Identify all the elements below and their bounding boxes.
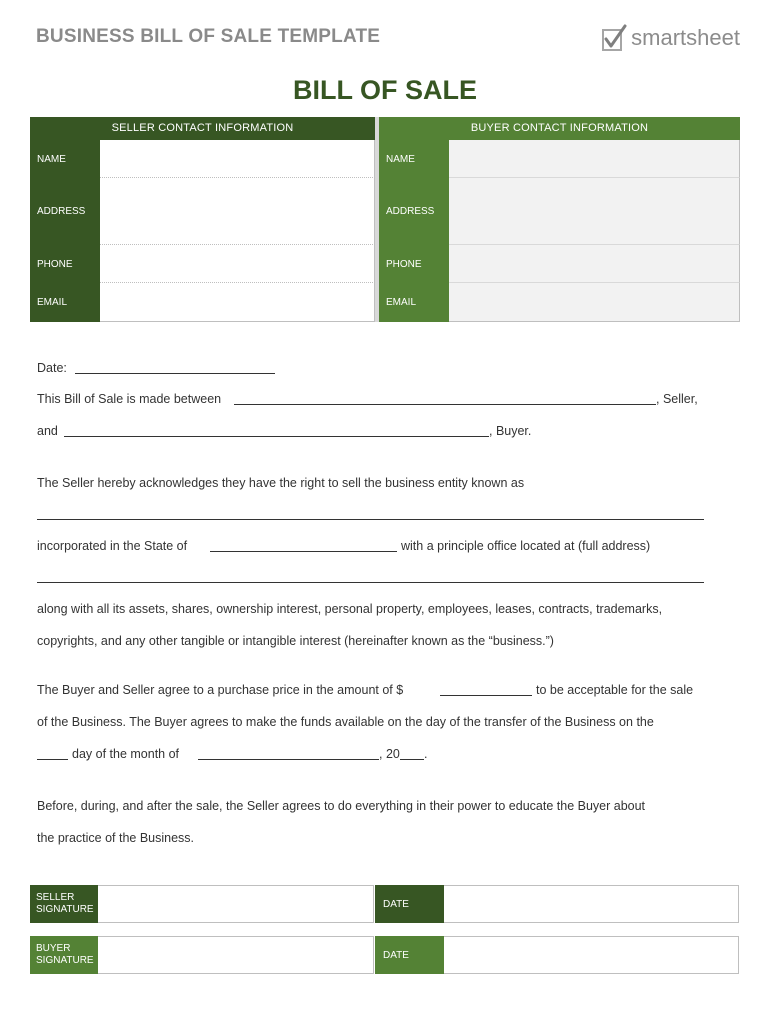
business-entity-blank[interactable]: [37, 519, 704, 520]
price-blank[interactable]: [440, 695, 532, 696]
buyer-phone-label: PHONE: [379, 245, 449, 283]
month-blank[interactable]: [198, 759, 379, 760]
assets-text-line2: copyrights, and any other tangible or intangible interest (hereinafter known as the “business.”): [37, 634, 554, 648]
buyer-phone-field[interactable]: [449, 245, 740, 283]
seller-signature-field[interactable]: [98, 885, 374, 923]
price-text: The Buyer and Seller agree to a purchase price in the amount of $: [37, 683, 404, 697]
buyer-date-label: DATE: [375, 936, 444, 974]
year-text: , 20: [379, 747, 400, 761]
buyer-address-row: [379, 178, 740, 245]
before-during-text-line1: Before, during, and after the sale, the Seller agrees to do everything in their power to educate the Buyer about: [37, 799, 646, 813]
seller-address-row: [30, 178, 375, 245]
logo-text: smartsheet: [631, 25, 740, 50]
before-during-text-line2: the practice of the Business.: [37, 831, 195, 845]
year-period: .: [424, 747, 428, 761]
buyer-signature-field[interactable]: [98, 936, 374, 974]
seller-name-row: [30, 140, 375, 178]
acknowledges-text: The Seller hereby acknowledges they have the right to sell the business entity known as: [37, 476, 525, 490]
buyer-address-field[interactable]: [449, 178, 740, 245]
document-header: [36, 24, 740, 56]
seller-email-field[interactable]: [100, 283, 375, 322]
seller-name-blank[interactable]: [234, 404, 656, 405]
buyer-name-label: NAME: [379, 140, 449, 178]
seller-date-label: DATE: [375, 885, 444, 923]
checkmark-icon: [601, 24, 627, 52]
seller-signature-label: [30, 885, 98, 923]
buyer-date-field[interactable]: [444, 936, 739, 974]
buyer-phone-row: [379, 245, 740, 283]
buyer-email-field[interactable]: [449, 283, 740, 322]
seller-phone-row: [30, 245, 375, 283]
buyer-name-blank[interactable]: [64, 436, 489, 437]
seller-date-field[interactable]: [444, 885, 739, 923]
smartsheet-logo: [601, 24, 740, 52]
buyer-name-row: [379, 140, 740, 178]
seller-suffix-text: , Seller,: [656, 392, 698, 406]
buyer-email-row: [379, 283, 740, 322]
date-label: Date:: [37, 361, 67, 375]
buyer-email-label: EMAIL: [379, 283, 449, 322]
funds-text: of the Business. The Buyer agrees to make the funds available on the day of the transfer of the Business on the: [37, 715, 654, 729]
date-blank[interactable]: [75, 373, 275, 374]
buyer-signature-label-line1: BUYER: [36, 943, 71, 954]
price-suffix-text: to be acceptable for the sale: [536, 683, 694, 697]
buyer-name-field[interactable]: [449, 140, 740, 178]
buyer-address-label: ADDRESS: [379, 178, 449, 245]
buyer-contact-header: BUYER CONTACT INFORMATION: [379, 117, 740, 140]
assets-text-line1: along with all its assets, shares, ownership interest, personal property, employees, leases, contracts, trademarks,: [37, 602, 663, 616]
seller-name-label: NAME: [30, 140, 100, 178]
page-title: BILL OF SALE: [292, 75, 477, 105]
incorporated-text: incorporated in the State of: [37, 539, 188, 553]
seller-email-row: [30, 283, 375, 322]
seller-phone-field[interactable]: [100, 245, 375, 283]
seller-phone-label: PHONE: [30, 245, 100, 283]
principal-office-text: with a principle office located at (full address): [401, 539, 651, 553]
seller-email-label: EMAIL: [30, 283, 100, 322]
seller-address-field[interactable]: [100, 178, 375, 245]
buyer-suffix-text: , Buyer.: [489, 424, 532, 438]
seller-contact-header: SELLER CONTACT INFORMATION: [30, 117, 375, 140]
seller-name-field[interactable]: [100, 140, 375, 178]
state-blank[interactable]: [210, 551, 397, 552]
buyer-signature-label: [30, 936, 98, 974]
seller-address-label: ADDRESS: [30, 178, 100, 245]
made-between-text: This Bill of Sale is made between: [37, 392, 222, 406]
day-blank[interactable]: [37, 759, 68, 760]
template-title: BUSINESS BILL OF SALE TEMPLATE: [36, 26, 381, 47]
buyer-signature-row: [30, 936, 739, 974]
buyer-signature-label-line2: SIGNATURE: [36, 955, 94, 966]
full-address-blank[interactable]: [37, 582, 704, 583]
day-of-month-text: day of the month of: [72, 747, 180, 761]
seller-signature-label-line2: SIGNATURE: [36, 904, 94, 915]
year-blank[interactable]: [400, 759, 424, 760]
contact-info-table: [30, 117, 740, 322]
seller-signature-row: [30, 885, 739, 923]
seller-signature-label-line1: SELLER: [36, 892, 75, 903]
and-text: and: [37, 424, 58, 438]
